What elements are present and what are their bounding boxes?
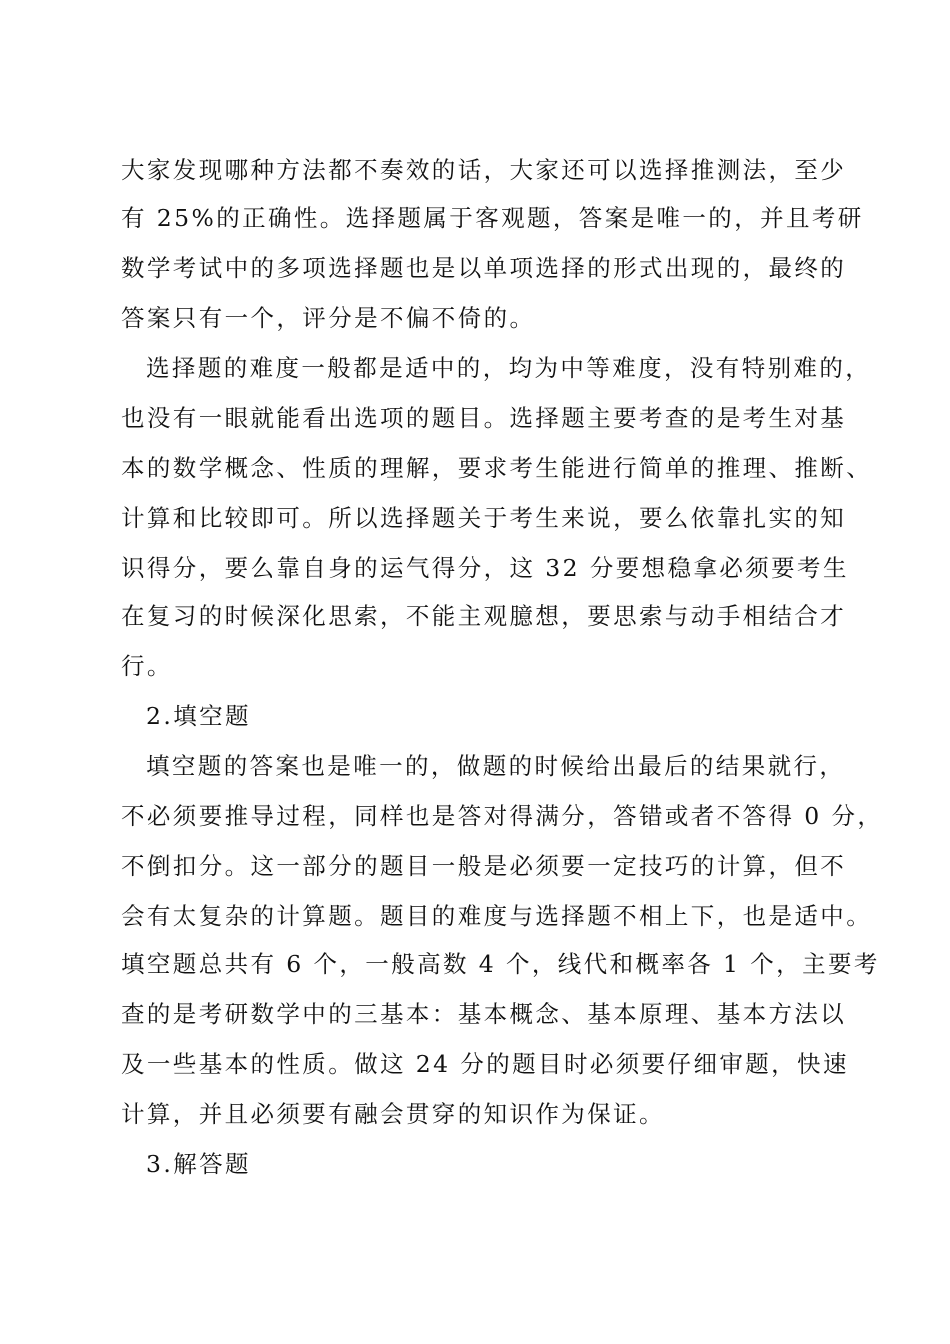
paragraph-line: 有 25%的正确性。选择题属于客观题，答案是唯一的，并且考研 [121,204,864,232]
paragraph-line: 答案只有一个，评分是不偏不倚的。 [121,304,536,332]
paragraph-line: 计算，并且必须要有融会贯穿的知识作为保证。 [121,1100,665,1128]
paragraph-line: 数学考试中的多项选择题也是以单项选择的形式出现的，最终的 [121,254,847,282]
paragraph-line: 大家发现哪种方法都不奏效的话，大家还可以选择推测法，至少 [121,156,847,184]
paragraph-line: 本的数学概念、性质的理解，要求考生能进行简单的推理、推断、 [121,454,873,482]
paragraph-line: 在复习的时候深化思索，不能主观臆想，要思索与动手相结合才 [121,602,847,630]
section-heading: 2.填空题 [146,702,251,730]
paragraph-line: 填空题总共有 6 个，一般高数 4 个，线代和概率各 1 个，主要考 [121,950,880,978]
paragraph-line: 也没有一眼就能看出选项的题目。选择题主要考查的是考生对基 [121,404,847,432]
paragraph-line: 不倒扣分。这一部分的题目一般是必须要一定技巧的计算，但不 [121,852,847,880]
paragraph-line: 填空题的答案也是唯一的，做题的时候给出最后的结果就行， [146,752,846,780]
paragraph-line: 识得分，要么靠自身的运气得分，这 32 分要想稳拿必须要考生 [121,554,849,582]
paragraph-line: 行。 [121,652,173,680]
paragraph-line: 不必须要推导过程，同样也是答对得满分，答错或者不答得 0 分， [121,802,884,830]
paragraph-line: 会有太复杂的计算题。题目的难度与选择题不相上下，也是适中。 [121,902,873,930]
paragraph-line: 计算和比较即可。所以选择题关于考生来说，要么依靠扎实的知 [121,504,847,532]
section-heading: 3.解答题 [146,1150,251,1178]
paragraph-line: 及一些基本的性质。做这 24 分的题目时必须要仔细审题，快速 [121,1050,849,1078]
paragraph-line: 选择题的难度一般都是适中的，均为中等难度，没有特别难的， [146,354,872,382]
paragraph-line: 查的是考研数学中的三基本：基本概念、基本原理、基本方法以 [121,1000,847,1028]
